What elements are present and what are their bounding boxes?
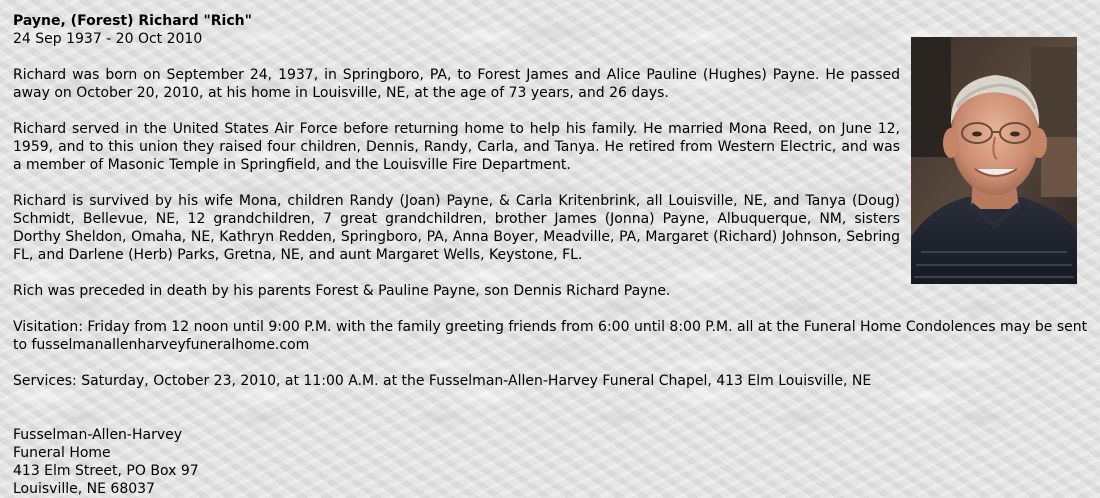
paragraph-preceded: Rich was preceded in death by his parents Forest & Pauline Payne, son Dennis Richard Payne. bbox=[13, 283, 671, 299]
funeral-home-name: Fusselman-Allen-Harvey bbox=[13, 427, 183, 443]
paragraph-birth: Richard was born on September 24, 1937, in Springboro, PA, to Forest James and Alice Pauline (Hughes) Payne. He passed away on October 20, 2010, at his home in Louisville, NE, at the age of 73 years, and 26 days. bbox=[13, 67, 900, 101]
funeral-home-subtitle: Funeral Home bbox=[13, 445, 111, 461]
portrait-photo bbox=[911, 37, 1077, 284]
funeral-home-street: 413 Elm Street, PO Box 97 bbox=[13, 463, 199, 479]
funeral-home-address bbox=[13, 426, 1093, 498]
obituary bbox=[13, 12, 1093, 498]
obituary-name: Payne, (Forest) Richard "Rich" bbox=[13, 13, 252, 29]
paragraph-survivors: Richard is survived by his wife Mona, children Randy (Joan) Payne, & Carla Kritenbrink, all Louisville, NE, and Tanya (Doug) Schmidt, Bellevue, NE, 12 grandchildren, 7 great grandchildren, brother James (Jonna) Payne, Albuquerque, NM, sisters Dorthy Sheldon, Omaha, NE, Kathryn Redden, Springboro, PA, Anna Boyer, Meadville, PA, Margaret (Richard) Johnson, Sebring FL, and Darlene (Herb) Parks, Gretna, NE, and aunt Margaret Wells, Keystone, FL. bbox=[13, 193, 900, 263]
obituary-dates: 24 Sep 1937 - 20 Oct 2010 bbox=[13, 31, 203, 47]
paragraph-visitation: Visitation: Friday from 12 noon until 9:00 P.M. with the family greeting friends from 6:00 until 8:00 P.M. all at the Funeral Home Condolences may be sent to fusselmanallenharveyfuneralhome.com bbox=[13, 319, 1088, 353]
paragraph-service: Richard served in the United States Air Force before returning home to help his family. He married Mona Reed, on June 12, 1959, and to this union they raised four children, Dennis, Randy, Carla, and Tanya. He retired from Western Electric, and was a member of Masonic Temple in Springfield, and the Louisville Fire Department. bbox=[13, 121, 900, 173]
paragraph-services: Services: Saturday, October 23, 2010, at 11:00 A.M. at the Fusselman-Allen-Harvey Funeral Chapel, 413 Elm Louisville, NE bbox=[13, 373, 872, 389]
funeral-home-city: Louisville, NE 68037 bbox=[13, 481, 155, 497]
